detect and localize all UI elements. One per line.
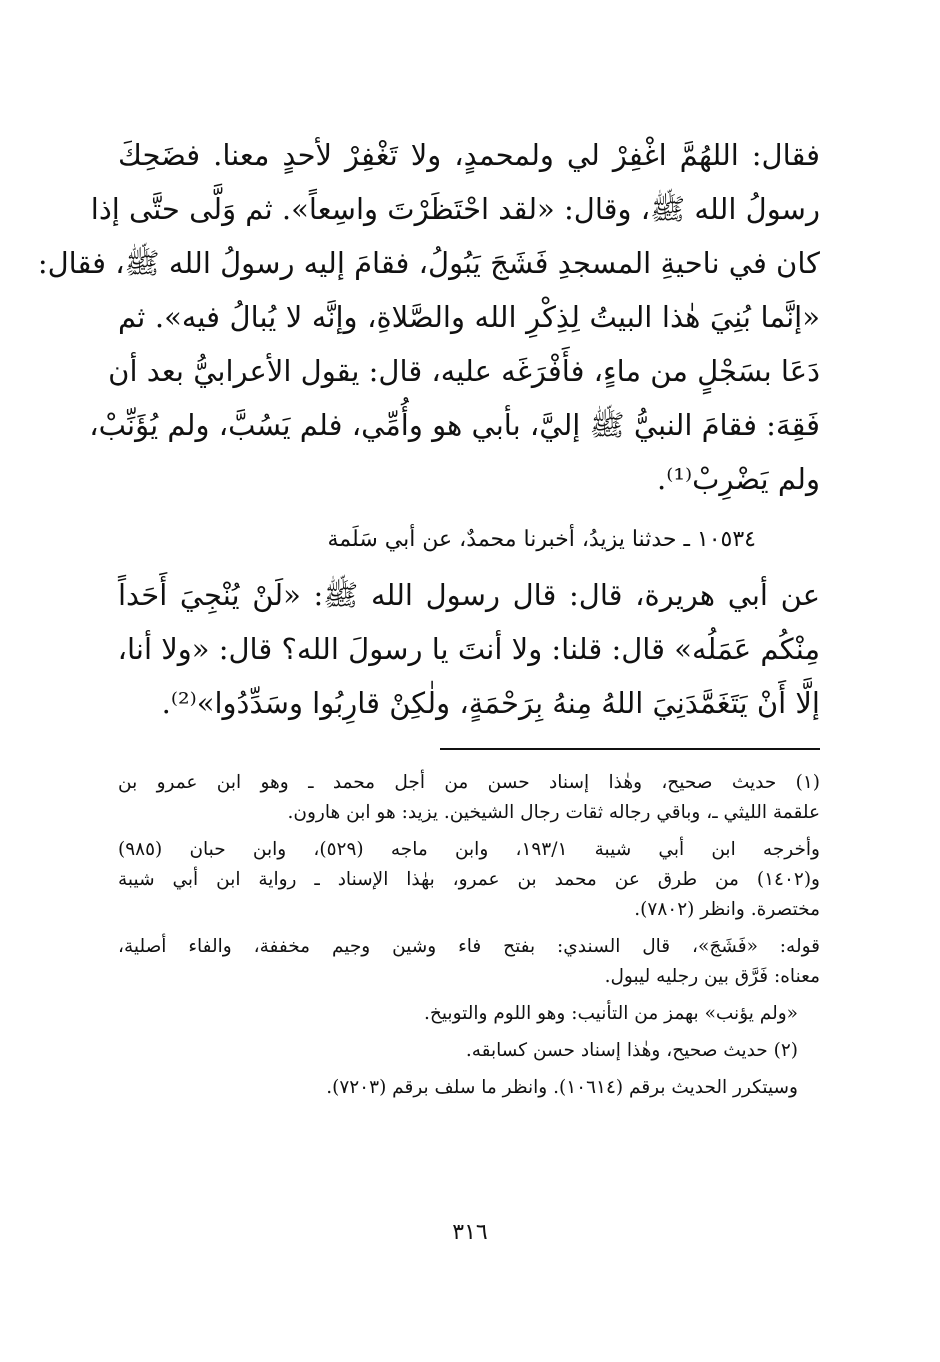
footnote-line: معناه: فَرَّق بين رجليه ليبول. [604,966,820,987]
footnote-1-gloss-2: «ولم يؤنب» بهمز من التأنيب: وهو اللوم والتوبيخ. [424,1003,798,1024]
footnote-2: (٢) حديث صحيح، وهٰذا إسناد حسن كسابقه. [465,1040,798,1061]
text-line: إلَّا أَنْ يَتَغَمَّدَنِيَ اللهُ مِنهُ بِرَحْمَةٍ، ولٰكِنْ قارِبُوا وسَدِّدُوا»⁽²⁾. [161,686,820,720]
footnote-1 [118,768,820,828]
footnote-2-cross-reference: وسيتكرر الحديث برقم (١٠٦١٤). وانظر ما سلف برقم (٧٢٠٣). [326,1077,798,1098]
footnotes [118,768,820,1103]
text-line: «إنَّما بُنِيَ هٰذا البيتُ لِذِكْرِ الله والصَّلاةِ، وإنَّه لا يُبالُ فيه». ثم [118,300,820,334]
spacer [118,992,820,999]
paragraph-2 [118,568,820,730]
footnote-line: وأخرجه ابن أبي شيبة ١٩٣/١، وابن ماجه (٥٢٩)، وابن حبان (٩٨٥) [118,839,820,860]
text-line: عن أبي هريرة، قال: قال رسول الله ﷺ: «لَنْ يُنْجِيَ أَحَداً [118,578,820,612]
text-line: مِنْكُم عَمَلُه» قال: قلنا: ولا أنتَ يا رسولَ الله؟ قال: «ولا أنا، [117,632,820,666]
text-line: فقال: اللهُمَّ اغْفِرْ لي ولمحمدٍ، ولا تَغْفِرْ لأحدٍ معنا. فضَحِكَ [118,138,820,172]
text-line: فَقِهَ: فقامَ النبيُّ ﷺ إليَّ، بأبي هو وأُمِّي، فلم يَسُبَّ، ولم يُؤَنِّبْ، [89,408,820,442]
spacer [118,1066,820,1073]
text-line: دَعَا بسَجْلٍ من ماءٍ، فأَفْرَغَه عليه، قال: يقول الأعرابيُّ بعد أن [108,354,820,388]
footnote-line: قوله: «فَشَجَ»، قال السندي: بفتح فاء وشين وجيم مخففة، والفاء أصلية، [118,936,820,957]
page-body [37,128,820,1103]
footnote-1-gloss [118,932,820,992]
footnote-line: و(١٤٠٢) من طرق عن محمد بن عمرو، بهٰذا الإسناد ـ رواية ابن أبي شيبة [118,869,820,890]
spacer [118,925,820,932]
paragraph-1 [37,128,820,506]
text-line: كان في ناحيةِ المسجدِ فَشَجَ يَبُولُ، فقامَ إليه رسولُ الله ﷺ، فقال: [37,246,820,280]
footnote-line: مختصرة. وانظر (٧٨٠٢). [634,899,820,920]
footnote-1-takhrij [118,835,820,925]
spacer [118,560,820,568]
page-number: ٣١٦ [452,1220,488,1245]
footnote-line: علقمة الليثي ـ، وباقي رجاله ثقات رجال الشيخين. يزيد: هو ابن هارون. [287,802,820,823]
footnote-separator [440,748,820,750]
text-line: رسولُ الله ﷺ، وقال: «لقد احْتَظَرْتَ واسِعاً». ثم وَلَّى حتَّى إذا [90,192,820,226]
spacer [118,828,820,835]
hadith-heading: ١٠٥٣٤ ـ حدثنا يزيدُ، أخبرنا محمدٌ، عن أبي سَلَمة [327,527,756,552]
text-line: ولم يَضْرِبْ⁽¹⁾. [657,462,820,496]
footnote-line: (١) حديث صحيح، وهٰذا إسناد حسن من أجل محمد ـ وهو ابن عمرو بن [118,772,820,793]
spacer [118,1029,820,1036]
main-text [37,128,820,730]
